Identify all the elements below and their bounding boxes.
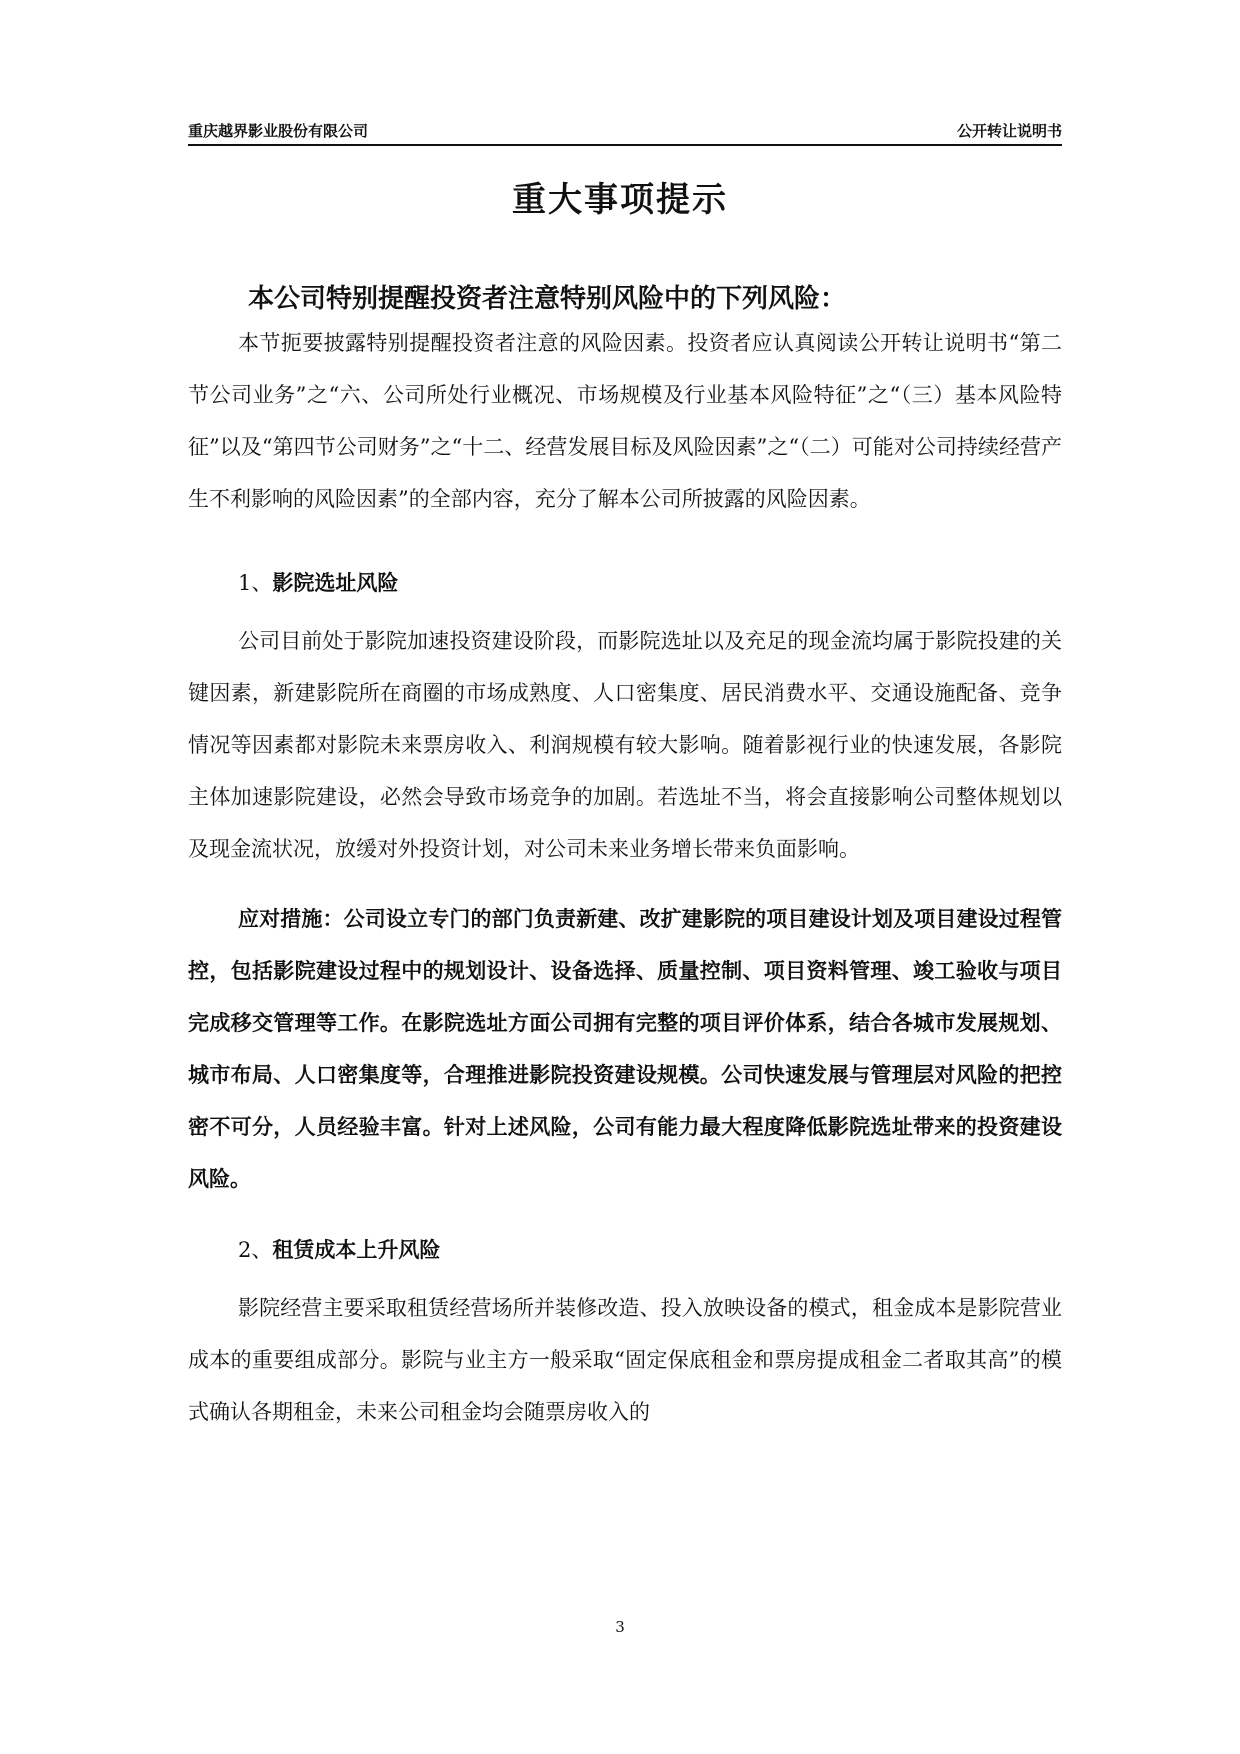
page-title: 重大事项提示	[512, 180, 728, 220]
header-divider	[188, 144, 1062, 146]
section-heading-1	[238, 563, 398, 603]
measures-label: 应对措施：	[238, 906, 344, 931]
intro-paragraph: 本节扼要披露特别提醒投资者注意的风险因素。投资者应认真阅读公开转让说明书“第二节公司业务”之“六、公司所处行业概况、市场规模及行业基本风险特征”之“（三）基本风险特征”以及“第四节公司财务”之“十二、经营发展目标及风险因素”之“（二）可能对公司持续经营产生不利影响的风险因素”的全部内容，充分了解本公司所披露的风险因素。	[188, 331, 1062, 511]
section-2-body: 影院经营主要采取租赁经营场所并装修改造、投入放映设备的模式，租金成本是影院营业成本的重要组成部分。影院与业主方一般采取“固定保底租金和票房提成租金二者取其高”的模式确认各期租金，未来公司租金均会随票房收入的	[188, 1296, 1062, 1424]
section-title-1: 影院选址风险	[272, 571, 399, 595]
section-subtitle: 本公司特别提醒投资者注意特别风险中的下列风险：	[248, 284, 847, 314]
measures-text: 公司设立专门的部门负责新建、改扩建影院的项目建设计划及项目建设过程管控，包括影院建设过程中的规划设计、设备选择、质量控制、项目资料管理、竣工验收与项目完成移交管理等工作。在影院选址方面公司拥有完整的项目评价体系，结合各城市发展规划、城市布局、人口密集度等，合理推进影院投资建设规模。公司快速发展与管理层对风险的把控密不可分，人员经验丰富。针对上述风险，公司有能力最大程度降低影院选址带来的投资建设风险。	[188, 906, 1063, 1191]
section-number-2: 2、	[238, 1238, 273, 1262]
section-number-1: 1、	[238, 571, 273, 595]
header-document-type: 公开转让说明书	[956, 122, 1062, 140]
page-header	[188, 118, 1062, 144]
section-title-2: 租赁成本上升风险	[272, 1238, 441, 1262]
section-1-body: 公司目前处于影院加速投资建设阶段，而影院选址以及充足的现金流均属于影院投建的关键因素，新建影院所在商圈的市场成熟度、人口密集度、居民消费水平、交通设施配备、竞争情况等因素都对影院未来票房收入、利润规模有较大影响。随着影视行业的快速发展，各影院主体加速影院建设，必然会导致市场竞争的加剧。若选址不当，将会直接影响公司整体规划以及现金流状况，放缓对外投资计划，对公司未来业务增长带来负面影响。	[188, 629, 1062, 861]
page-number: 3	[615, 1618, 625, 1636]
header-company-name: 重庆越界影业股份有限公司	[188, 122, 369, 140]
section-1-measures	[188, 893, 1062, 1205]
section-heading-2	[238, 1230, 440, 1270]
